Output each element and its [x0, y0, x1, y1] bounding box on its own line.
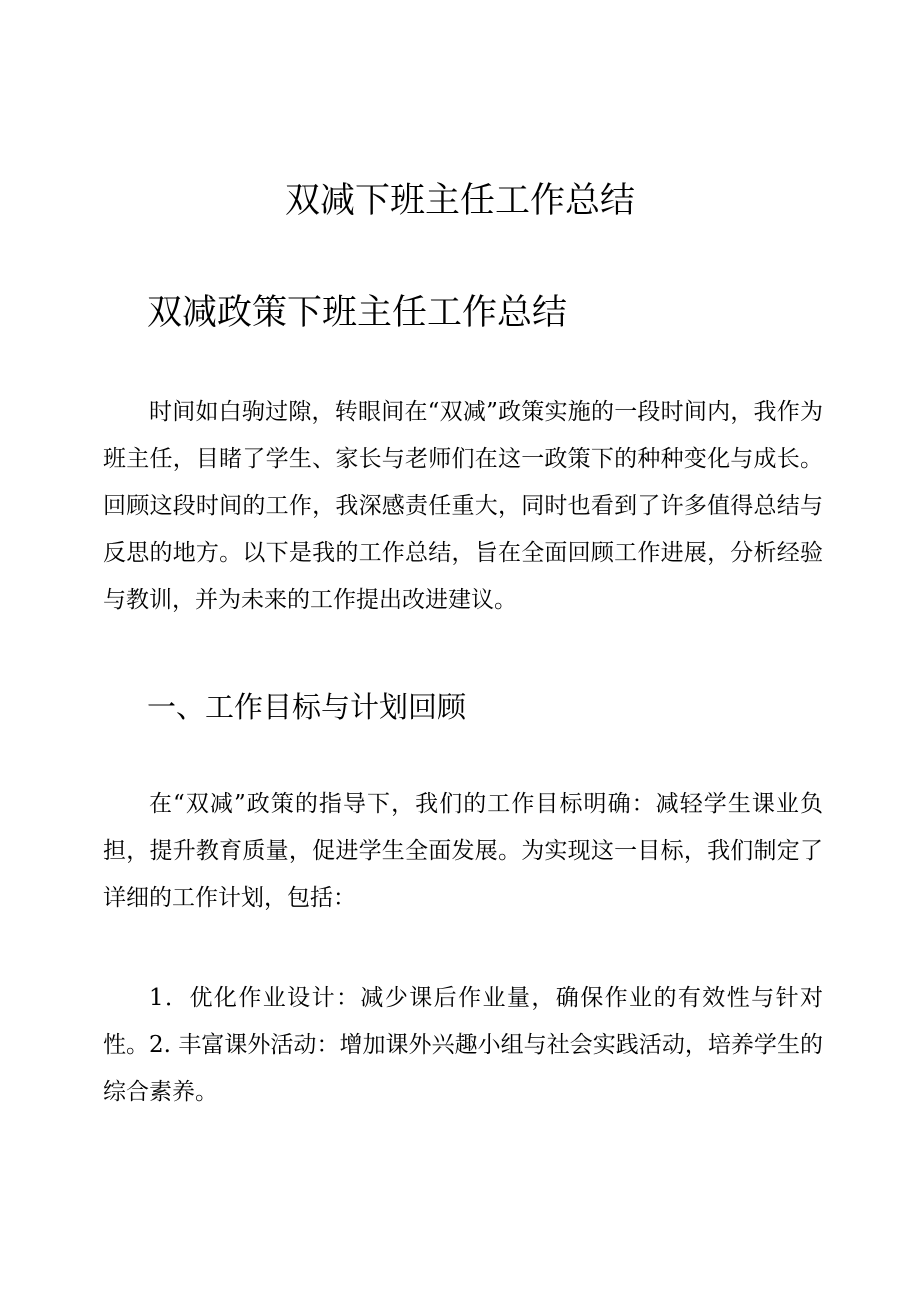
intro-paragraph: 时间如白驹过隙，转眼间在“双减”政策实施的一段时间内，我作为班主任，目睹了学生、家长与老师们在这一政策下的种种变化与成长。回顾这段时间的工作，我深感责任重大，同时也看到了许多值得总结与反思的地方。以下是我的工作总结，旨在全面回顾工作进展，分析经验与教训，并为未来的工作提出改进建议。 — [103, 399, 823, 613]
list-item: 2. 丰富课外活动：增加课外兴趣小组与社会实践活动，培养学生的综合素养。 — [103, 1032, 823, 1105]
section-heading: 一、工作目标与计划回顾 — [147, 690, 467, 724]
list-item: 1．优化作业设计：减少课后作业量，确保作业的有效性与针对性。 — [103, 985, 823, 1058]
document-subtitle: 双减政策下班主任工作总结 — [147, 293, 568, 333]
document-title: 双减下班主任工作总结 — [284, 181, 635, 221]
section-paragraph: 在“双减”政策的指导下，我们的工作目标明确：减轻学生课业负担，提升教育质量，促进学生全面发展。为实现这一目标，我们制定了详细的工作计划，包括： — [103, 791, 823, 911]
